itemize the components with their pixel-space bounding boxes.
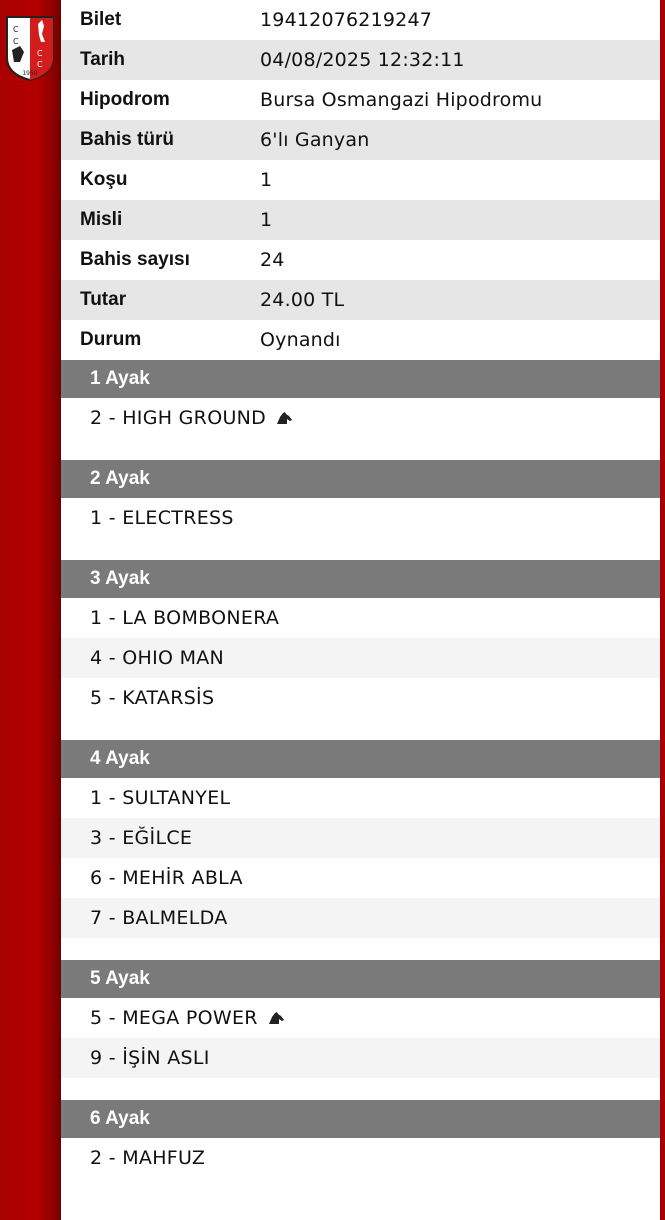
ticket-info-row [61,240,660,280]
leg-spacer [61,438,660,460]
club-logo-shield-icon [4,14,56,82]
logo-year: 1950 [22,70,38,77]
leg-header [61,460,660,498]
ticket-info-value: Bursa Osmangazi Hipodromu [260,89,543,111]
horse-name: 2 - HIGH GROUND [90,407,267,429]
ticket-info-row [61,80,660,120]
horse-name: 1 - SULTANYEL [90,787,231,809]
ticket-info-row [61,40,660,80]
ticket-info-row [61,160,660,200]
right-edge-bar [660,0,665,1220]
horse-name: 9 - İŞİN ASLI [90,1047,210,1069]
horse-name: 2 - MAHFUZ [90,1147,206,1169]
svg-text:C: C [37,60,43,69]
svg-text:C: C [13,37,19,46]
leg-header [61,960,660,998]
leg-spacer [61,1178,660,1200]
ticket-info-label: Hipodrom [80,89,170,110]
ticket-info-value: 04/08/2025 12:32:11 [260,49,465,71]
leg-spacer [61,538,660,560]
ticket-info-value: 24 [260,249,285,271]
leg-title: 3 Ayak [90,568,150,589]
leg-title: 5 Ayak [90,968,150,989]
horse-name: 3 - EĞİLCE [90,827,193,849]
leg-spacer [61,718,660,740]
ticket-info-label: Tarih [80,49,126,70]
ticket-info-value: 1 [260,209,273,231]
ticket-info-row [61,0,660,40]
horse-name: 1 - ELECTRESS [90,507,234,529]
leg-title: 4 Ayak [90,748,150,769]
leg-title: 1 Ayak [90,368,150,389]
club-logo[interactable] [4,14,56,82]
ticket-info-label: Misli [80,209,123,230]
ticket-info-label: Bilet [80,9,122,30]
horse-row [61,398,660,438]
ticket-info-row [61,320,660,360]
horse-row [61,1138,660,1178]
horse-name: 5 - KATARSİS [90,687,215,709]
left-sidebar [0,0,61,1220]
legs-list [61,360,660,1200]
ticket-info-label: Bahis sayısı [80,249,190,270]
horse-name: 6 - MEHİR ABLA [90,867,243,889]
svg-text:C: C [37,49,43,58]
leg-header [61,1100,660,1138]
horse-name: 1 - LA BOMBONERA [90,607,280,629]
leg-title: 2 Ayak [90,468,150,489]
leg-header [61,560,660,598]
horse-row [61,638,660,678]
ticket-info-value: Oynandı [260,329,341,351]
ticket-info-label: Durum [80,329,142,350]
ticket-detail [61,0,660,1200]
ticket-info-value: 19412076219247 [260,9,433,31]
ticket-info-table [61,0,660,360]
horse-row [61,818,660,858]
horse-name: 5 - MEGA POWER [90,1007,258,1029]
ticket-info-row [61,200,660,240]
horse-row [61,598,660,638]
leg-header [61,360,660,398]
ticket-info-value: 1 [260,169,273,191]
horse-row [61,898,660,938]
horse-row [61,678,660,718]
horse-name: 7 - BALMELDA [90,907,228,929]
horse-row [61,498,660,538]
horse-row [61,1038,660,1078]
horse-name: 4 - OHIO MAN [90,647,225,669]
horse-head-icon [275,411,293,425]
leg-header [61,740,660,778]
ticket-info-label: Bahis türü [80,129,174,150]
ticket-info-label: Tutar [80,289,127,310]
leg-spacer [61,1078,660,1100]
horse-row [61,778,660,818]
horse-row [61,998,660,1038]
ticket-info-row [61,120,660,160]
ticket-info-value: 6'lı Ganyan [260,129,370,151]
ticket-info-label: Koşu [80,169,128,190]
ticket-info-value: 24.00 TL [260,289,345,311]
horse-row [61,858,660,898]
leg-title: 6 Ayak [90,1108,150,1129]
leg-spacer [61,938,660,960]
horse-head-icon [267,1011,285,1025]
svg-text:C: C [13,25,19,34]
ticket-info-row [61,280,660,320]
